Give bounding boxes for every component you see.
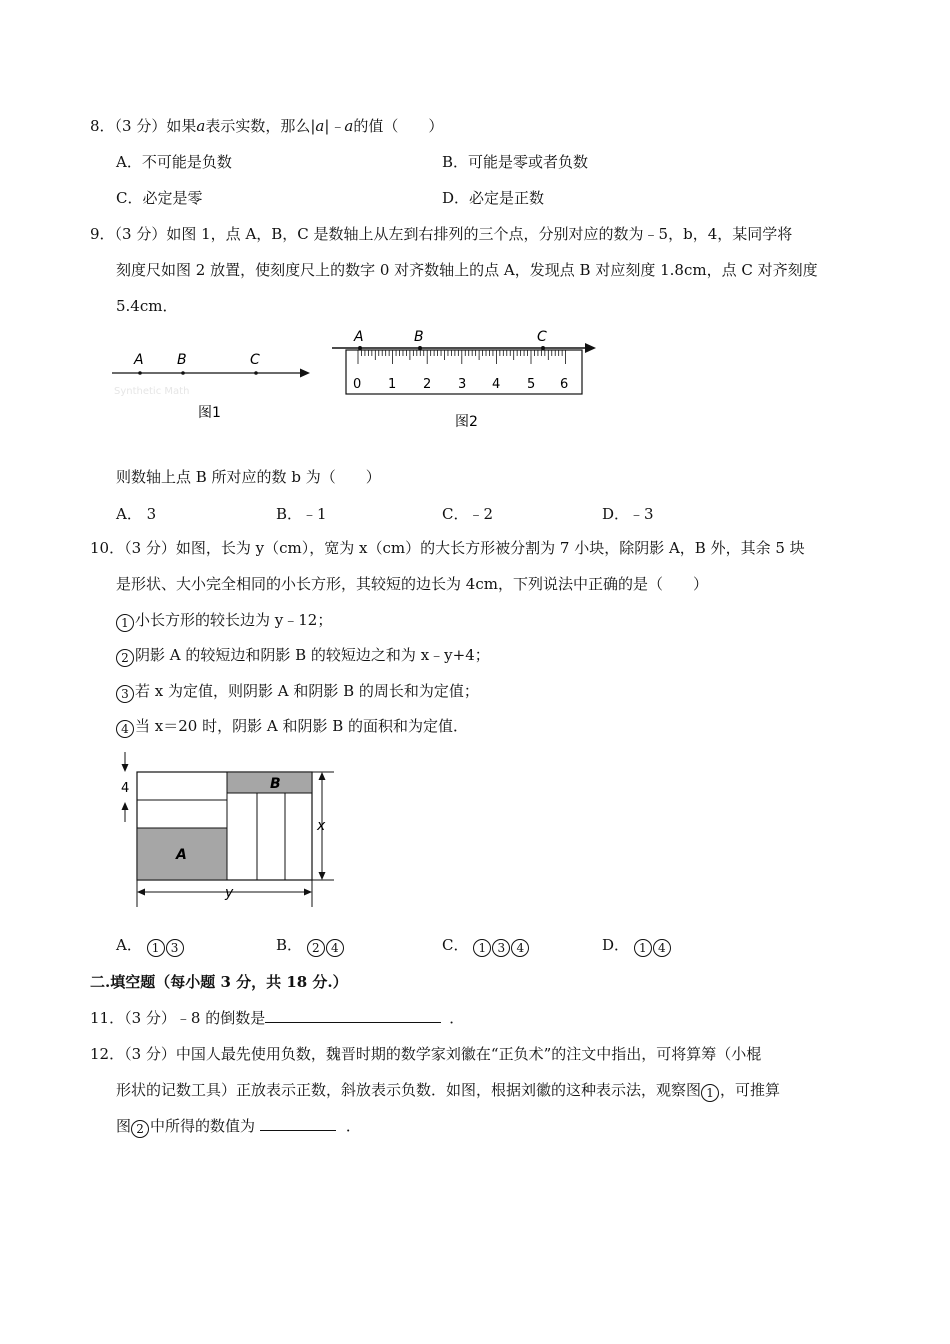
circled-number: 3	[166, 939, 184, 957]
q11-score: （3 分）	[124, 1009, 176, 1027]
statement-text: 当 x＝20 时，阴影 A 和阴影 B 的面积和为定值．	[135, 717, 469, 735]
ruler-number: 4	[492, 377, 501, 392]
q11-number: 11．	[90, 1009, 125, 1027]
q12-score: （3 分）	[124, 1045, 176, 1063]
fig2-point-b	[418, 346, 422, 350]
q10-statement-4	[116, 716, 468, 738]
circled-number: 3	[492, 939, 510, 957]
fig-label-4: 4	[121, 781, 130, 796]
circled-number: 1	[116, 614, 134, 632]
q10-option-d[interactable]	[602, 935, 672, 957]
q12-stem-line3	[116, 1116, 361, 1138]
ruler-number: 1	[388, 377, 397, 392]
fig1-watermark: Synthetic Math	[114, 386, 190, 397]
q11-answer-blank[interactable]	[265, 1008, 441, 1023]
q9-number: 9．	[90, 225, 115, 243]
fig-label-b: B	[270, 776, 281, 792]
q8-option-a[interactable]	[116, 152, 232, 172]
q8-stem	[90, 116, 443, 136]
q12-end: ．	[345, 1117, 361, 1135]
option-text: 必定是零	[142, 189, 203, 207]
q10-score: （3 分）	[124, 539, 176, 557]
option-text: 3	[146, 505, 157, 523]
option-text: 必定是正数	[469, 189, 545, 207]
q10-option-b[interactable]	[276, 935, 345, 957]
fig1-point-b	[181, 371, 185, 375]
q10-figure	[112, 750, 342, 912]
q9-option-c[interactable]	[442, 504, 493, 524]
option-key: D．	[602, 936, 630, 954]
q12-line3-b: 中所得的数值为	[150, 1117, 256, 1135]
fig-label-a: A	[176, 847, 187, 863]
q8-option-d[interactable]	[442, 188, 544, 208]
q10-line1: 如图，长为 y（cm），宽为 x（cm）的大长方形被分割为 7 小块，除阴影 A，B 外，其余 5 块	[175, 539, 805, 557]
fig1-point-c	[254, 371, 258, 375]
fig1-label-a: A	[134, 352, 144, 368]
q10-stem-line1	[90, 538, 805, 558]
fig1-label-b: B	[177, 352, 187, 368]
option-key: D．	[602, 505, 630, 523]
fig-arrow-up-icon	[319, 772, 326, 780]
option-key: C．	[116, 189, 143, 207]
q12-stem-line1	[90, 1044, 761, 1064]
option-text: ﹣1	[302, 505, 327, 523]
circled-number: 2	[116, 649, 134, 667]
statement-text: 阴影 A 的较短边和阴影 B 的较短边之和为 x﹣y+4；	[135, 646, 490, 664]
fig-arrow-left-icon	[137, 889, 145, 896]
circled-number: 3	[116, 685, 134, 703]
fig1-axis-arrow-icon	[300, 369, 310, 378]
q10-stem-line2: 是形状、大小完全相同的小长方形，其较短的边长为 4cm，下列说法中正确的是（ ）	[116, 575, 708, 593]
q9-stem-line1	[90, 224, 792, 244]
statement-text: 小长方形的较长边为 y﹣12；	[135, 611, 333, 629]
q12-line1: 中国人最先使用负数，魏晋时期的数学家刘徽在“正负术”的注文中指出，可将算筹（小棍	[175, 1045, 762, 1063]
option-key: D．	[442, 189, 470, 207]
option-key: B．	[442, 153, 469, 171]
q10-number: 10．	[90, 539, 125, 557]
q8-number: 8．	[90, 117, 115, 135]
q9-score: （3 分）	[114, 225, 167, 243]
q9-figure-2	[328, 322, 608, 440]
q10-statement-1	[116, 610, 332, 632]
circled-number: 1	[473, 939, 491, 957]
section-2-heading: 二.填空题（每小题 3 分，共 18 分.）	[90, 973, 348, 991]
circled-number: 2	[131, 1120, 149, 1138]
fig-arrow-right-icon	[304, 889, 312, 896]
fig2-point-a	[358, 346, 362, 350]
ruler-number: 6	[560, 377, 569, 392]
option-key: C．	[442, 505, 469, 523]
q10-option-c[interactable]	[442, 935, 530, 957]
option-key: A．	[116, 505, 142, 523]
fig2-label-c: C	[537, 329, 547, 345]
fig1-caption: 图1	[198, 405, 221, 421]
q9-stem-line3: 5.4cm．	[116, 297, 178, 315]
q10-statement-3	[116, 681, 479, 703]
fig-label-x: x	[317, 818, 326, 834]
circled-number: 2	[307, 939, 325, 957]
q9-option-a[interactable]	[116, 504, 156, 524]
q8-expr: |a|﹣a	[310, 117, 354, 135]
fig-arrow-down-icon	[122, 764, 129, 772]
q9-option-d[interactable]	[602, 504, 654, 524]
q11-text: ﹣8 的倒数是	[175, 1009, 266, 1027]
q11-end: ．	[449, 1009, 465, 1027]
ruler-number: 0	[353, 377, 362, 392]
circled-number: 1	[147, 939, 165, 957]
fig2-caption: 图2	[455, 414, 478, 430]
fig2-axis-arrow-icon	[585, 343, 596, 353]
q12-stem-line2	[116, 1080, 780, 1102]
circled-number: 4	[511, 939, 529, 957]
ruler-number: 2	[423, 377, 432, 392]
ruler-number: 5	[527, 377, 536, 392]
fig2-label-a: A	[354, 329, 364, 345]
option-key: B．	[276, 505, 303, 523]
q8-var-a: a	[196, 117, 206, 135]
q8-score: （3 分）	[114, 117, 167, 135]
option-text: 可能是零或者负数	[468, 153, 589, 171]
statement-text: 若 x 为定值，则阴影 A 和阴影 B 的周长和为定值；	[135, 682, 479, 700]
q10-statement-2	[116, 645, 490, 667]
q12-line2-a: 形状的记数工具）正放表示正数，斜放表示负数．如图，根据刘徽的这种表示法，观察图	[116, 1081, 702, 1099]
circled-number: 1	[701, 1084, 719, 1102]
q12-line3-a: 图	[116, 1117, 132, 1135]
q9-question: 则数轴上点 B 所对应的数 b 为（ ）	[116, 468, 381, 486]
q8-text-c: 的值（ ）	[353, 117, 444, 135]
option-text: ﹣2	[468, 505, 494, 523]
q8-text-a: 如果	[166, 117, 197, 135]
q8-option-c[interactable]	[116, 188, 203, 208]
q9-line1: 如图 1，点 A，B，C 是数轴上从左到右排列的三个点，分别对应的数为﹣5，b，4，某同学将	[166, 225, 793, 243]
q9-figure-1	[110, 330, 320, 440]
circled-number: 4	[116, 720, 134, 738]
q11-stem	[90, 1008, 464, 1028]
q9-stem-line2: 刻度尺如图 2 放置，使刻度尺上的数字 0 对齐数轴上的点 A，发现点 B 对应刻度 1.8cm，点 C 对齐刻度	[116, 261, 818, 279]
q8-text-b: 表示实数，那么	[205, 117, 311, 135]
ruler-number: 3	[458, 377, 467, 392]
option-key: A．	[116, 153, 142, 171]
fig2-point-c	[541, 346, 545, 350]
fig1-label-c: C	[250, 352, 260, 368]
q12-answer-blank[interactable]	[260, 1116, 336, 1131]
circled-number: 4	[653, 939, 671, 957]
circled-number: 1	[634, 939, 652, 957]
q12-number: 12．	[90, 1045, 125, 1063]
fig-label-y: y	[225, 885, 234, 901]
option-text: ﹣3	[629, 505, 654, 523]
option-key: B．	[276, 936, 303, 954]
q10-option-a[interactable]	[116, 935, 185, 957]
q8-option-b[interactable]	[442, 152, 588, 172]
q12-line2-b: ，可推算	[720, 1081, 781, 1099]
fig-arrow-down-icon	[319, 872, 326, 880]
fig1-point-a	[138, 371, 142, 375]
q9-option-b[interactable]	[276, 504, 327, 524]
fig2-label-b: B	[414, 329, 424, 345]
circled-number: 4	[326, 939, 344, 957]
option-text: 不可能是负数	[141, 153, 232, 171]
option-key: A．	[116, 936, 142, 954]
option-key: C．	[442, 936, 469, 954]
